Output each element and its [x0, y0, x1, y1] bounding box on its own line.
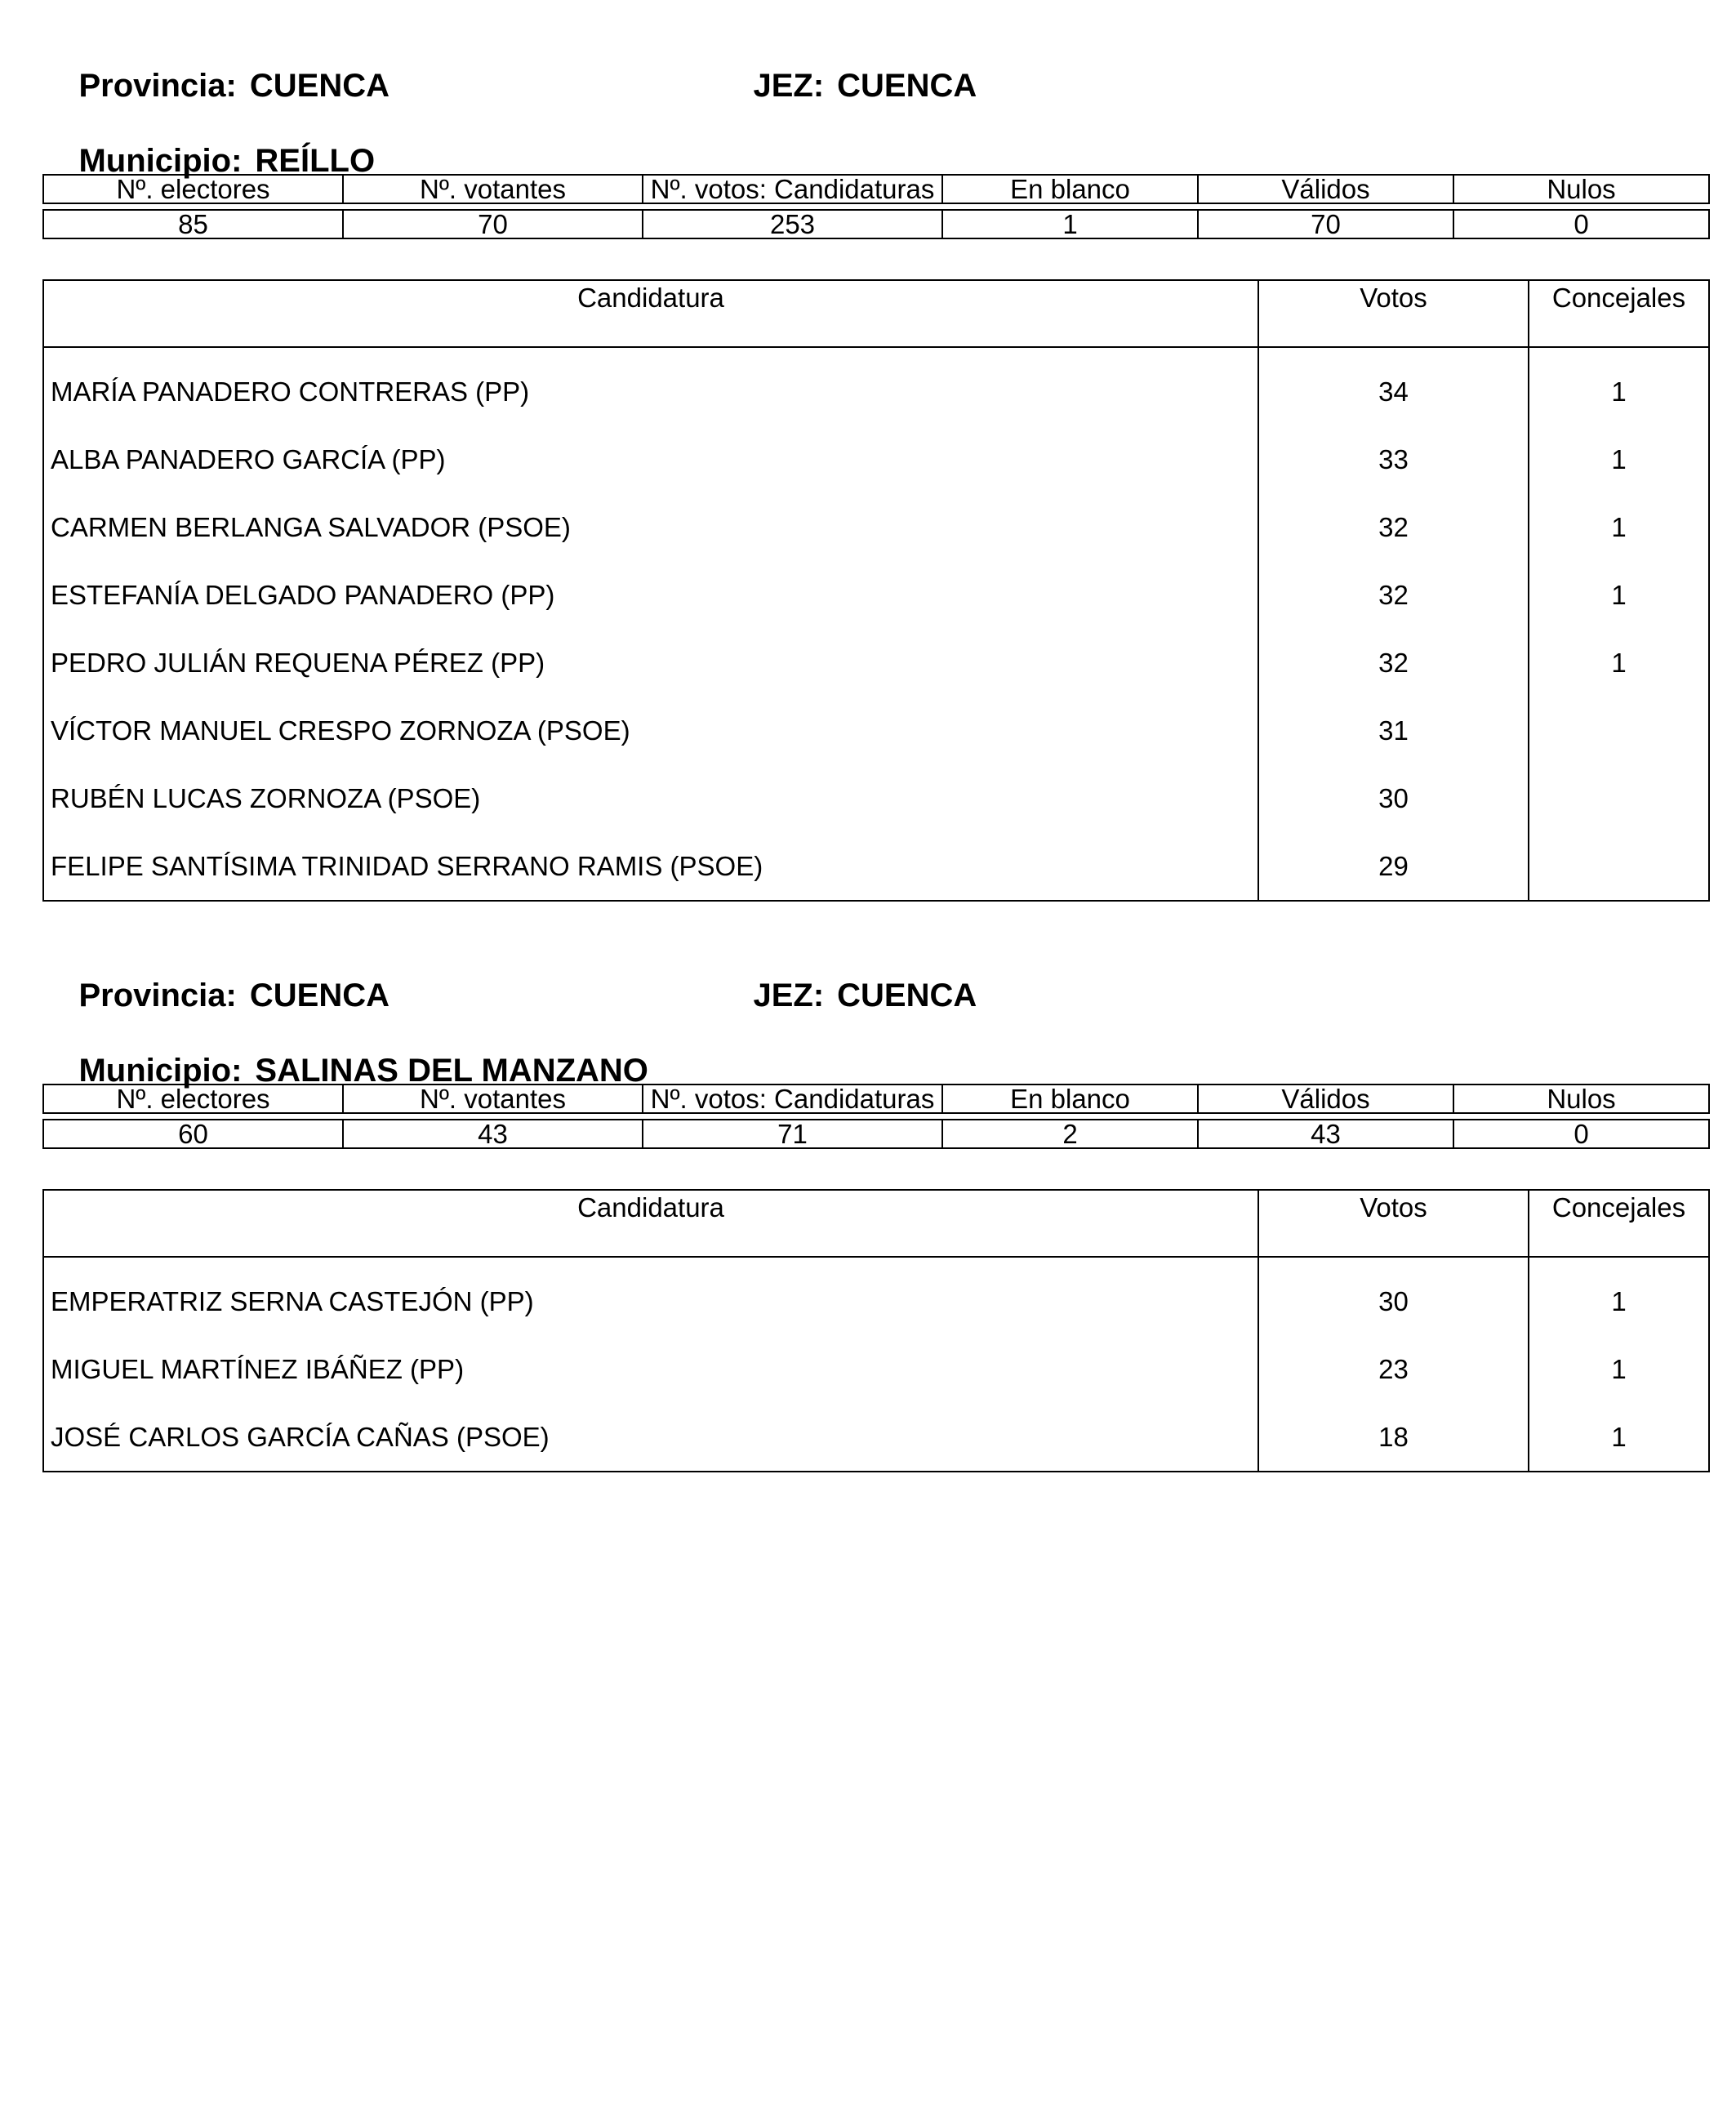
stats-value-votos-candidaturas: 71 [643, 1120, 942, 1148]
candidate-votos: 30 [1258, 1257, 1529, 1335]
provincia-label: Provincia: [78, 978, 237, 1013]
stats-header-votantes: Nº. votantes [343, 1084, 643, 1113]
provincia-value: CUENCA [249, 978, 389, 1013]
stats-header-en-blanco: En blanco [942, 175, 1198, 203]
candidate-concejales: 1 [1529, 1257, 1709, 1335]
municipio-label: Municipio: [78, 1053, 243, 1089]
candidate-row [43, 697, 1709, 764]
stats-value-validos: 70 [1198, 210, 1453, 238]
candidate-name: CARMEN BERLANGA SALVADOR (PSOE) [51, 511, 571, 542]
stats-header-votos-candidaturas: Nº. votos: Candidaturas [643, 1084, 942, 1113]
candidate-concejales: 1 [1529, 493, 1709, 561]
candidate-name: EMPERATRIZ SERNA CASTEJÓN (PP) [51, 1285, 534, 1316]
stats-table [42, 1084, 1710, 1149]
municipio-value: REÍLLO [255, 143, 376, 179]
candidate-votos: 33 [1258, 425, 1529, 493]
candidate-name: VÍCTOR MANUEL CRESPO ZORNOZA (PSOE) [51, 715, 630, 746]
stats-header-row [43, 1084, 1709, 1113]
header-candidatura: Candidatura [43, 280, 1258, 347]
candidate-row [43, 1403, 1709, 1472]
candidate-row [43, 629, 1709, 697]
stats-value-row [43, 1120, 1709, 1148]
candidate-row [43, 347, 1709, 425]
stats-header-validos: Válidos [1198, 175, 1453, 203]
candidate-concejales [1529, 697, 1709, 764]
municipio-label: Municipio: [78, 143, 243, 179]
candidate-concejales: 1 [1529, 1335, 1709, 1403]
stats-spacer [43, 1113, 1709, 1120]
stats-header-votos-candidaturas: Nº. votos: Candidaturas [643, 175, 942, 203]
candidate-votos: 18 [1258, 1403, 1529, 1472]
header-candidatura: Candidatura [43, 1190, 1258, 1257]
candidate-votos: 32 [1258, 561, 1529, 629]
candidate-votos: 34 [1258, 347, 1529, 425]
header-concejales: Concejales [1529, 1190, 1709, 1257]
stats-header-row [43, 175, 1709, 203]
jez-value: CUENCA [837, 978, 977, 1013]
candidate-row [43, 1335, 1709, 1403]
candidate-votos: 23 [1258, 1335, 1529, 1403]
stats-value-nulos: 0 [1453, 210, 1709, 238]
candidate-row [43, 832, 1709, 901]
header-votos: Votos [1258, 1190, 1529, 1257]
header-votos: Votos [1258, 280, 1529, 347]
candidate-votos: 30 [1258, 764, 1529, 832]
candidate-name: FELIPE SANTÍSIMA TRINIDAD SERRANO RAMIS (PSOE) [51, 850, 763, 881]
candidate-concejales: 1 [1529, 629, 1709, 697]
stats-value-votos-candidaturas: 253 [643, 210, 942, 238]
candidate-concejales [1529, 764, 1709, 832]
candidates-table [42, 1189, 1710, 1472]
stats-header-nulos: Nulos [1453, 1084, 1709, 1113]
candidates-table [42, 279, 1710, 902]
candidate-concejales: 1 [1529, 425, 1709, 493]
stats-table [42, 174, 1710, 239]
stats-header-nulos: Nulos [1453, 175, 1709, 203]
candidate-row [43, 493, 1709, 561]
provincia-value: CUENCA [249, 68, 389, 104]
candidate-votos: 31 [1258, 697, 1529, 764]
candidate-name: ALBA PANADERO GARCÍA (PP) [51, 443, 446, 474]
candidate-name: ESTEFANÍA DELGADO PANADERO (PP) [51, 579, 555, 610]
stats-value-validos: 43 [1198, 1120, 1453, 1148]
candidate-concejales: 1 [1529, 347, 1709, 425]
stats-header-validos: Válidos [1198, 1084, 1453, 1113]
stats-value-en-blanco: 2 [942, 1120, 1198, 1148]
jez-header [717, 939, 977, 1052]
candidate-row [43, 425, 1709, 493]
candidate-name: RUBÉN LUCAS ZORNOZA (PSOE) [51, 782, 481, 813]
candidate-votos: 29 [1258, 832, 1529, 901]
candidate-concejales [1529, 832, 1709, 901]
header-concejales: Concejales [1529, 280, 1709, 347]
municipio-value: SALINAS DEL MANZANO [255, 1053, 648, 1089]
stats-spacer [43, 203, 1709, 210]
candidate-concejales: 1 [1529, 561, 1709, 629]
candidate-name: PEDRO JULIÁN REQUENA PÉREZ (PP) [51, 647, 545, 678]
candidate-row [43, 561, 1709, 629]
jez-header [717, 29, 977, 142]
candidate-row [43, 1257, 1709, 1335]
provincia-label: Provincia: [78, 68, 237, 104]
candidate-votos: 32 [1258, 629, 1529, 697]
candidate-votos: 32 [1258, 493, 1529, 561]
stats-header-en-blanco: En blanco [942, 1084, 1198, 1113]
jez-label: JEZ: [753, 978, 825, 1013]
stats-header-votantes: Nº. votantes [343, 175, 643, 203]
stats-value-electores: 85 [43, 210, 343, 238]
stats-value-row [43, 210, 1709, 238]
candidates-header-row [43, 280, 1709, 347]
candidate-name: MARÍA PANADERO CONTRERAS (PP) [51, 376, 530, 407]
candidate-row [43, 764, 1709, 832]
stats-value-votantes: 70 [343, 210, 643, 238]
jez-label: JEZ: [753, 68, 825, 104]
stats-value-electores: 60 [43, 1120, 343, 1148]
stats-header-electores: Nº. electores [43, 1084, 343, 1113]
jez-value: CUENCA [837, 68, 977, 104]
stats-header-electores: Nº. electores [43, 175, 343, 203]
candidate-name: JOSÉ CARLOS GARCÍA CAÑAS (PSOE) [51, 1421, 550, 1452]
candidate-name: MIGUEL MARTÍNEZ IBÁÑEZ (PP) [51, 1353, 465, 1384]
stats-value-votantes: 43 [343, 1120, 643, 1148]
stats-value-nulos: 0 [1453, 1120, 1709, 1148]
candidates-header-row [43, 1190, 1709, 1257]
stats-value-en-blanco: 1 [942, 210, 1198, 238]
candidate-concejales: 1 [1529, 1403, 1709, 1472]
